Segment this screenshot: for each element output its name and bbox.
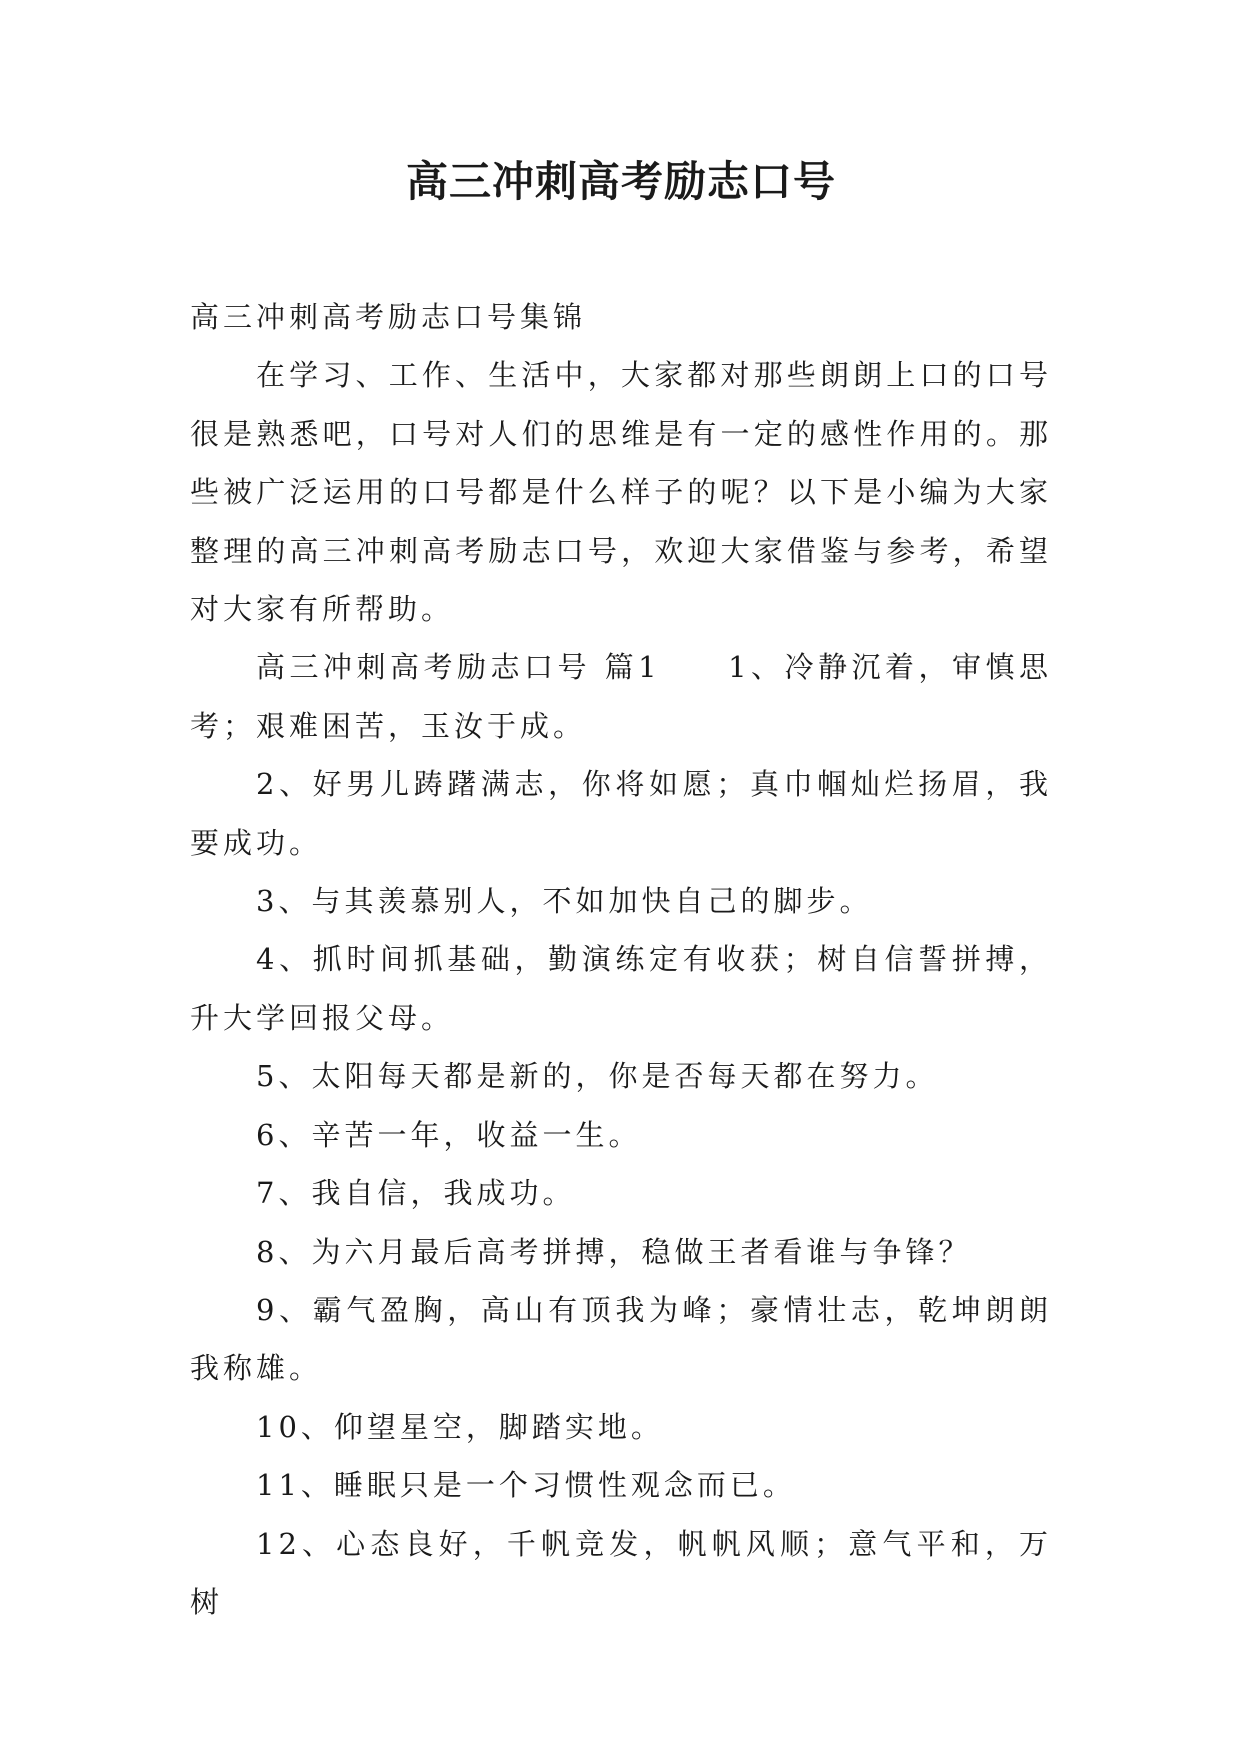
paragraph-slogan-2: 2、好男儿踌躇满志，你将如愿；真巾帼灿烂扬眉，我要成功。 <box>190 767 1052 860</box>
paragraph-slogan-3: 3、与其羡慕别人，不如加快自己的脚步。 <box>256 884 873 919</box>
paragraph-slogan-6: 6、辛苦一年，收益一生。 <box>256 1117 642 1152</box>
paragraph-intro: 在学习、工作、生活中，大家都对那些朗朗上口的口号很是熟悉吧，口号对人们的思维是有一定的感性作用的。那些被广泛运用的口号都是什么样子的呢？以下是小编为大家整理的高三冲刺高考励志口号，欢迎大家借鉴与参考，希望对大家有所帮助。 <box>190 358 1052 627</box>
paragraph-slogan-7: 7、我自信，我成功。 <box>256 1176 576 1211</box>
paragraph-slogan-10: 10、仰望星空，脚踏实地。 <box>256 1409 664 1444</box>
paragraph-slogan-11: 11、睡眠只是一个习惯性观念而已。 <box>256 1468 796 1503</box>
paragraph-slogan-4: 4、抓时间抓基础，勤演练定有收获；树自信誓拼搏，升大学回报父母。 <box>190 942 1052 1035</box>
document-title: 高三冲刺高考励志口号 <box>405 157 836 206</box>
paragraph-slogan-8: 8、为六月最后高考拼搏，稳做王者看谁与争锋？ <box>256 1234 972 1269</box>
paragraph-slogan-12: 12、心态良好，千帆竞发，帆帆风顺；意气平和，万树 <box>190 1526 1052 1619</box>
paragraph-slogan-5: 5、太阳每天都是新的，你是否每天都在努力。 <box>256 1059 939 1094</box>
paragraph-subtitle: 高三冲刺高考励志口号集锦 <box>190 300 587 334</box>
document-page <box>190 0 1052 1631</box>
paragraph-slogan-9: 9、霸气盈胸，高山有顶我为峰；豪情壮志，乾坤朗朗我称雄。 <box>190 1292 1052 1386</box>
paragraph-slogan-1: 高三冲刺高考励志口号 篇1 1、冷静沉着，审慎思考；艰难困苦，玉汝于成。 <box>190 650 1052 743</box>
document-body <box>190 288 1052 1631</box>
